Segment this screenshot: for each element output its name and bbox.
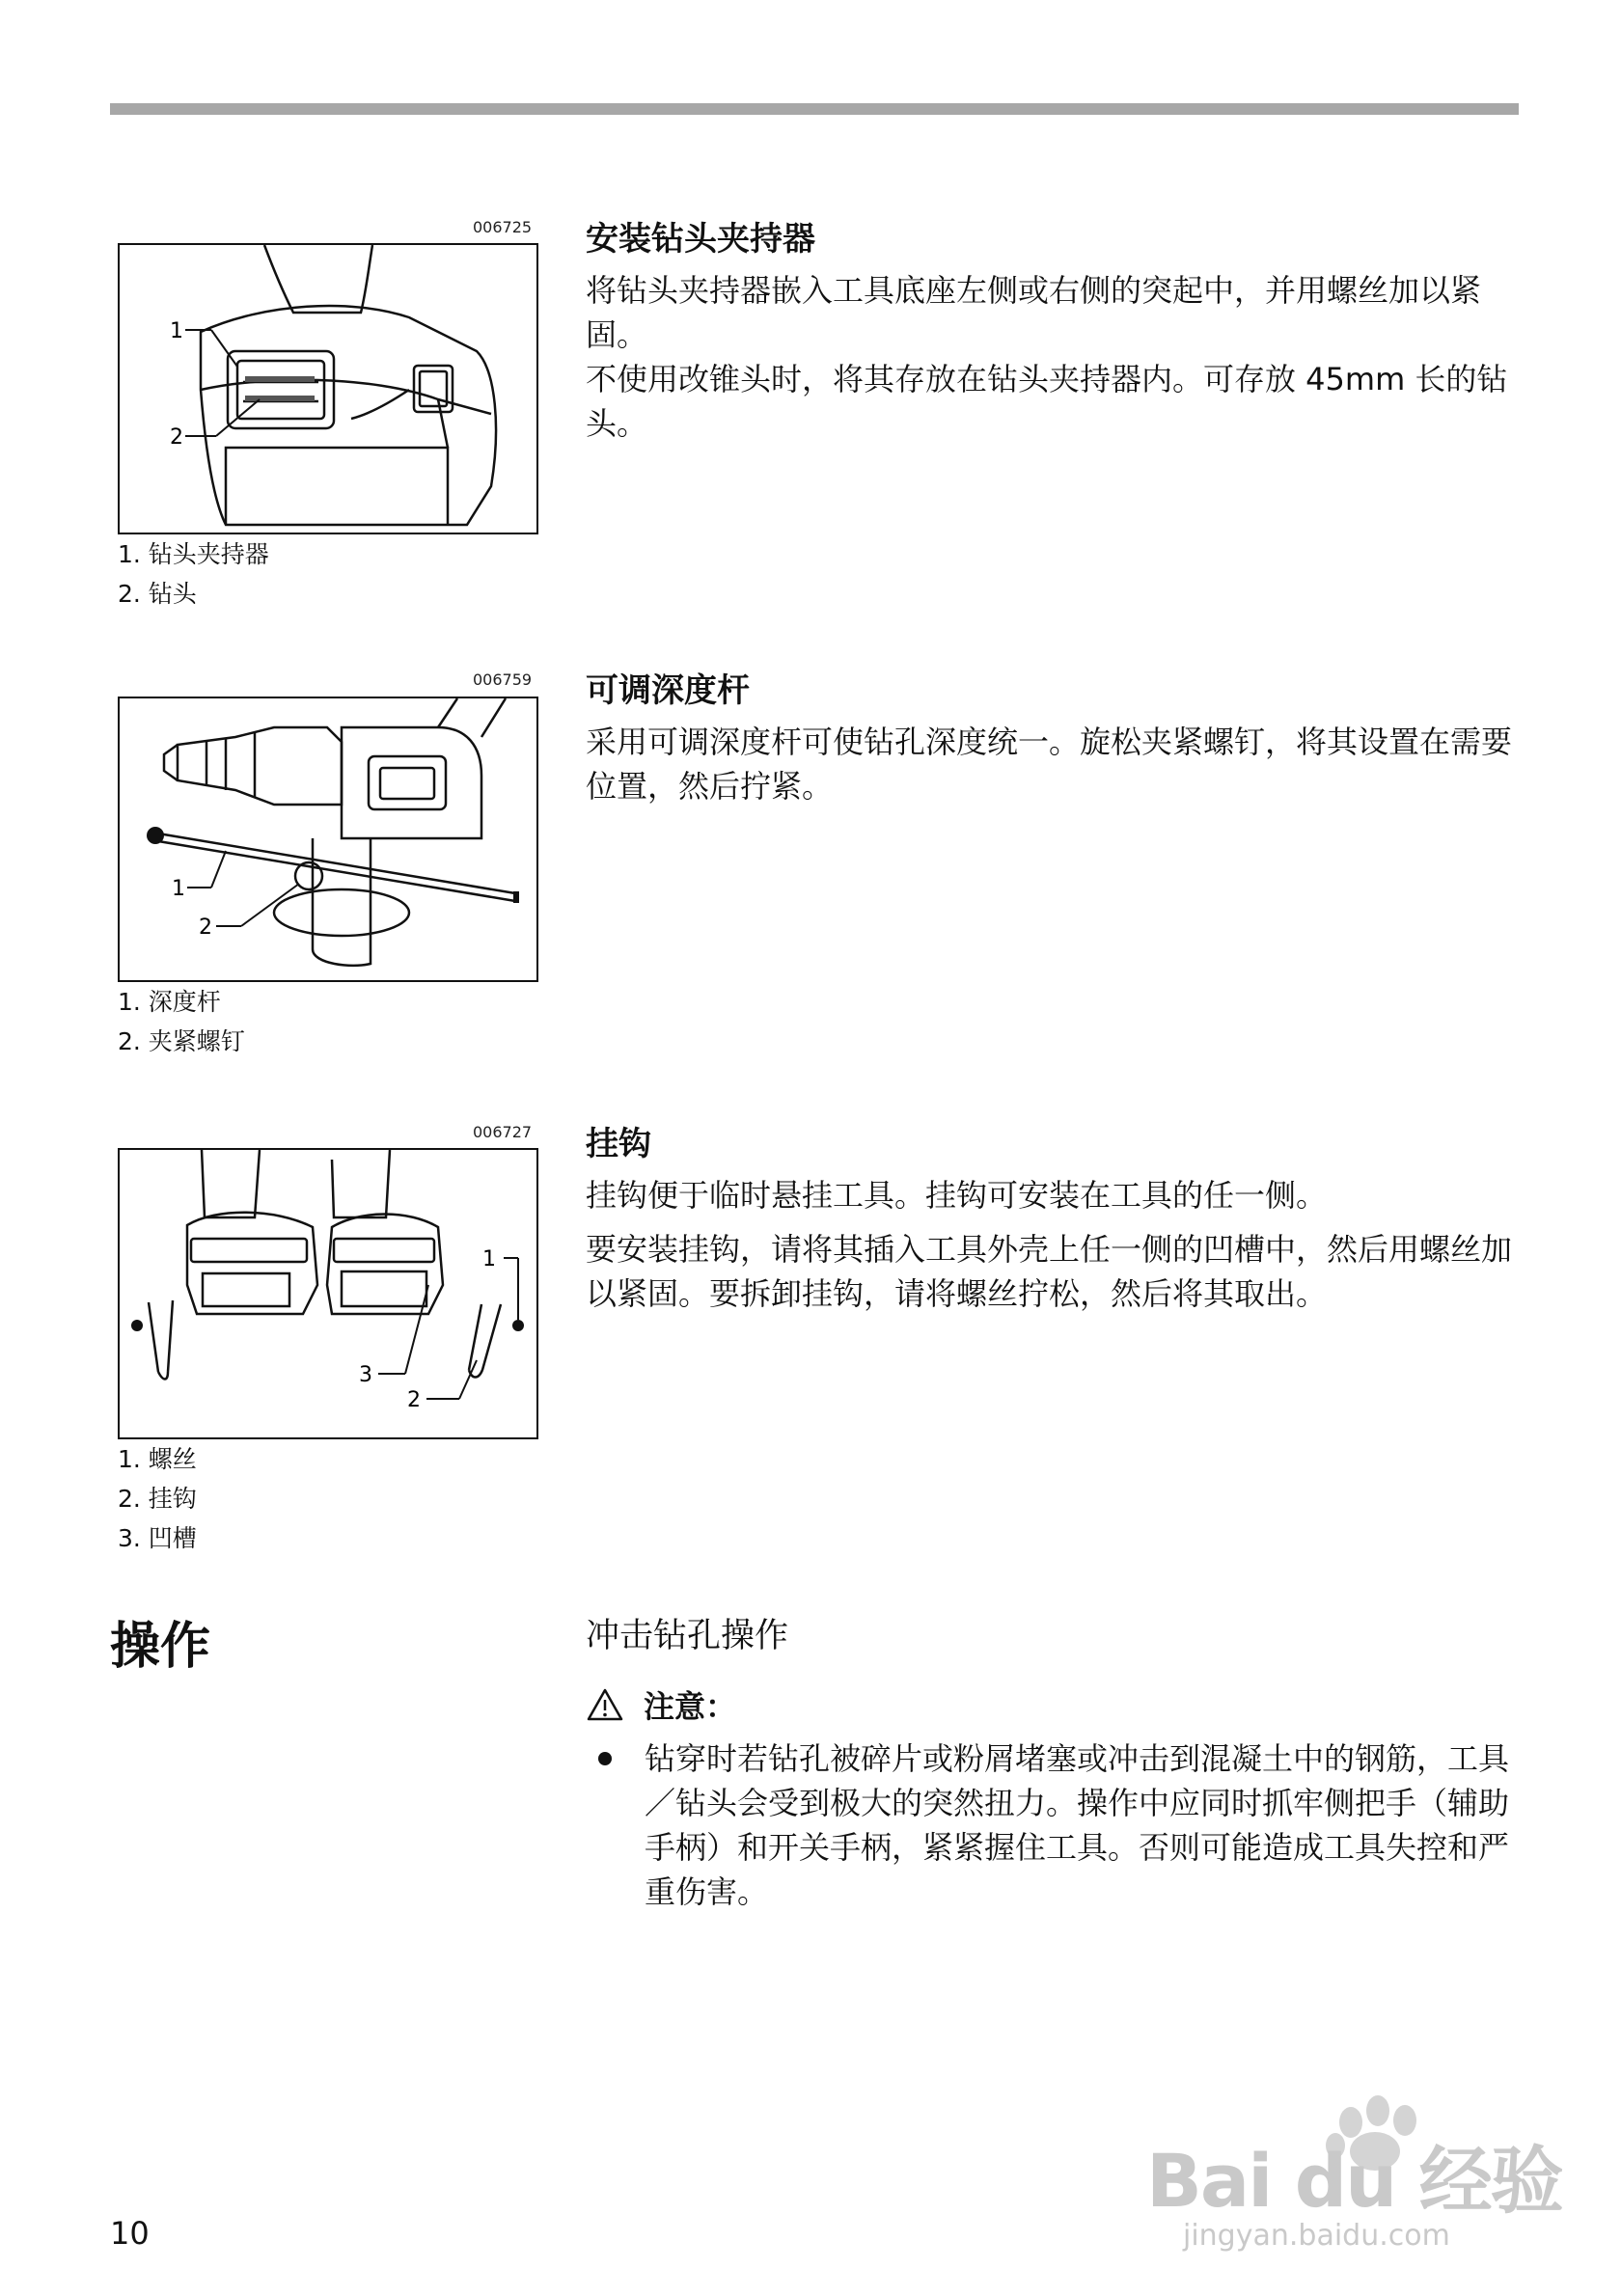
section-paragraph: 挂钩便于临时悬挂工具。挂钩可安装在工具的任一侧。	[586, 1177, 1328, 1214]
depth-rod-illustration	[120, 698, 536, 980]
hook-illustration	[120, 1150, 536, 1437]
header-rule	[110, 103, 1519, 115]
caution-label	[586, 1682, 736, 1727]
figure-id: 006727	[473, 1123, 533, 1141]
figure-id: 006759	[473, 670, 533, 689]
callout-2: 2	[170, 425, 183, 450]
operation-subtitle: 冲击钻孔操作	[586, 1617, 789, 1655]
operation-title: 操作	[110, 1618, 211, 1676]
caption-item: 1. 钻头夹持器	[118, 540, 269, 568]
caution-text: 注意：	[644, 1688, 737, 1725]
watermark-url: jingyan.baidu.com	[1183, 2219, 1450, 2253]
figure-captions	[118, 1439, 197, 1558]
caption-item: 1. 深度杆	[118, 988, 221, 1016]
bullet-text: 钻穿时若钻孔被碎片或粉屑堵塞或冲击到混凝土中的钢筋，工具／钻头会受到极大的突然扭力。操作中应同时抓牢侧把手（辅助手柄）和开关手柄，紧紧握住工具。否则可能造成工具失控和严重伤害。	[645, 1740, 1510, 1910]
section-paragraph: 要安装挂钩，请将其插入工具外壳上任一侧的凹槽中，然后用螺丝加以紧固。要拆卸挂钩，请将螺丝拧松，然后将其取出。	[586, 1231, 1513, 1312]
callout-2: 2	[407, 1388, 421, 1412]
callout-1: 1	[172, 877, 185, 901]
callout-1: 1	[482, 1247, 496, 1271]
warning-icon	[586, 1687, 624, 1722]
caption-item: 1. 螺丝	[118, 1445, 197, 1473]
figure-captions	[118, 982, 245, 1061]
figure-depth-rod	[118, 697, 538, 982]
callout-2: 2	[199, 916, 212, 940]
section-paragraph: 不使用改锥头时，将其存放在钻头夹持器内。可存放 45mm 长的钻头。	[586, 361, 1508, 442]
callout-1: 1	[170, 319, 183, 343]
caption-item: 2. 钻头	[118, 580, 197, 608]
page-number: 10	[110, 2215, 150, 2252]
watermark-brand: Bai du 经验	[1146, 2138, 1562, 2224]
figure-hook	[118, 1148, 538, 1439]
section-heading: 挂钩	[586, 1125, 651, 1163]
figure-id: 006725	[473, 218, 533, 236]
caption-item: 2. 夹紧螺钉	[118, 1027, 245, 1055]
callout-3: 3	[359, 1363, 372, 1387]
figure-captions	[118, 534, 269, 614]
section-heading: 可调深度杆	[586, 671, 750, 710]
section-heading: 安装钻头夹持器	[586, 220, 815, 259]
bullet-dot-icon	[598, 1752, 612, 1765]
caution-bullet	[598, 1736, 1525, 1914]
section-paragraph: 采用可调深度杆可使钻孔深度统一。旋松夹紧螺钉，将其设置在需要位置，然后拧紧。	[586, 724, 1513, 805]
caption-item: 3. 凹槽	[118, 1524, 197, 1552]
section-paragraph: 将钻头夹持器嵌入工具底座左侧或右侧的突起中，并用螺丝加以紧固。	[586, 272, 1482, 353]
caption-item: 2. 挂钩	[118, 1485, 197, 1513]
bit-holder-illustration	[120, 245, 536, 533]
figure-bit-holder	[118, 243, 538, 534]
